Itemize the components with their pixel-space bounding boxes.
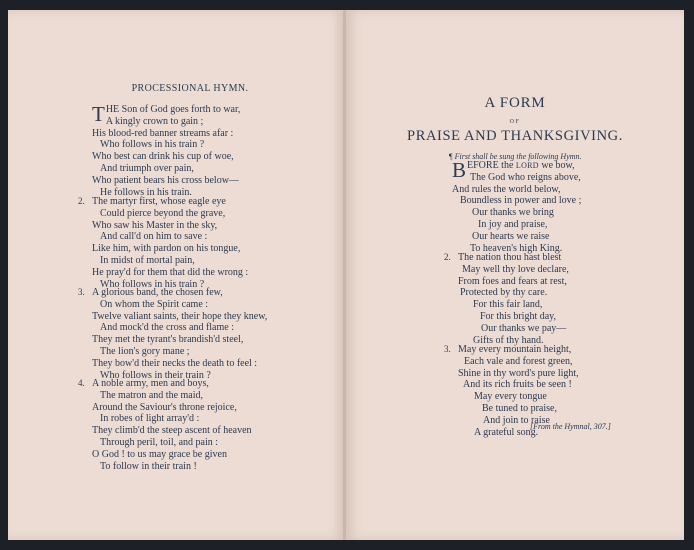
verse-line: Boundless in power and love ; — [460, 195, 582, 207]
verse-line: From foes and fears at rest, — [458, 275, 567, 287]
verse-line: And triumph over pain, — [100, 162, 194, 174]
dropcap: B — [452, 158, 467, 182]
verse-line: They climb'd the steep ascent of heaven — [92, 425, 252, 437]
verse-line: They met the tyrant's brandish'd steel, — [92, 334, 244, 346]
left-stanza-4 — [78, 378, 252, 472]
verse-line: The nation thou hast blest — [458, 252, 562, 263]
verse-line: Shine in thy word's pure light, — [458, 367, 579, 379]
stanza-number: 3. — [444, 344, 451, 354]
rubric: ¶ First shall be sung the following Hymn. — [448, 152, 582, 161]
verse-line: May every tongue — [474, 391, 547, 403]
verse-line: He follows in his train. — [100, 186, 192, 198]
verse-line: Like him, with pardon on his tongue, — [92, 243, 241, 255]
verse-line: To follow in their train ! — [100, 460, 197, 472]
stanza-number: 2. — [444, 252, 451, 262]
right-stanza-1 — [452, 160, 581, 254]
hymn-heading: PROCESSIONAL HYMN. — [131, 83, 249, 94]
verse-line: Around the Saviour's throne rejoice, — [92, 401, 237, 413]
verse-line: A grateful song. — [474, 426, 539, 438]
verse-line: And rules the world below, — [452, 183, 561, 195]
verse-line: Our thanks we pay— — [481, 322, 567, 334]
verse-line: The matron and the maid, — [100, 389, 204, 401]
verse-line: HE Son of God goes forth to war, — [105, 104, 241, 115]
verse-line: The martyr first, whose eagle eye — [92, 196, 226, 207]
verse-line: Who follows in their train ? — [100, 369, 211, 381]
verse-line: And call'd on him to save : — [100, 231, 208, 243]
title-praise-thanksgiving: PRAISE AND THANKSGIVING. — [407, 128, 623, 144]
source-citation: [From the Hymnal, 307.] — [530, 422, 611, 431]
verse-line: A glorious band, the chosen few, — [92, 287, 223, 298]
right-stanza-2 — [444, 252, 569, 346]
verse-line: Who follows in his train ? — [100, 139, 205, 151]
verse-line: O God ! to us may grace be given — [92, 448, 227, 460]
verse-line: Could pierce beyond the grave, — [100, 207, 226, 219]
verse-line: His blood-red banner streams afar : — [92, 127, 234, 139]
verse-line: Twelve valiant saints, their hope they knew, — [92, 310, 268, 322]
verse-line: In joy and praise, — [478, 218, 548, 230]
verse-line: Protected by thy care. — [460, 287, 548, 299]
left-stanza-2 — [78, 196, 249, 290]
verse-line: For this fair land, — [473, 299, 543, 311]
title-form: A FORM — [484, 95, 546, 111]
verse-line: On whom the Spirit came : — [100, 298, 209, 310]
verse-line: Our thanks we bring — [472, 207, 554, 219]
stanza-number: 3. — [78, 287, 85, 297]
verse-line: Through peril, toil, and pain : — [100, 436, 219, 448]
dropcap: T — [92, 102, 105, 126]
verse-line: The lion's gory mane ; — [100, 345, 190, 357]
verse-line: And its rich fruits be seen ! — [463, 379, 572, 391]
verse-line: And mock'd the cross and flame : — [100, 322, 234, 334]
stanza-number: 4. — [78, 378, 85, 388]
verse-line: May well thy love declare, — [462, 263, 569, 275]
verse-line: Gifts of thy hand. — [473, 334, 544, 346]
verse-line: To heaven's high King. — [470, 242, 563, 254]
verse-line: He pray'd for them that did the wrong : — [92, 266, 249, 278]
verse-line: Who follows in his train ? — [100, 278, 205, 290]
verse-line: Who patient bears his cross below— — [92, 174, 239, 186]
verse-line: And join to raise — [483, 414, 550, 426]
title-of: OF — [509, 119, 521, 125]
verse-line: EFORE the LORD we bow, — [467, 160, 575, 171]
verse-line: For this bright day, — [480, 310, 557, 322]
verse-line: May every mountain height, — [458, 344, 572, 355]
verse-line: In midst of mortal pain, — [100, 254, 195, 266]
verse-line: Each vale and forest green, — [464, 355, 573, 367]
verse-line: In robes of light array'd : — [100, 413, 200, 425]
verse-line: Be tuned to praise, — [482, 402, 557, 414]
stanza-number: 2. — [78, 196, 85, 206]
left-stanza-3 — [78, 287, 268, 381]
verse-line: Who saw his Master in the sky, — [92, 219, 218, 231]
verse-line: The God who reigns above, — [470, 171, 581, 183]
verse-line: Our hearts we raise — [472, 230, 550, 242]
verse-line: They bow'd their necks the death to feel : — [92, 357, 258, 369]
verse-line: A noble army, men and boys, — [92, 378, 209, 389]
left-stanza-1 — [92, 104, 239, 198]
verse-line: Who best can drink his cup of woe, — [92, 151, 234, 163]
verse-line: A kingly crown to gain ; — [105, 115, 204, 127]
